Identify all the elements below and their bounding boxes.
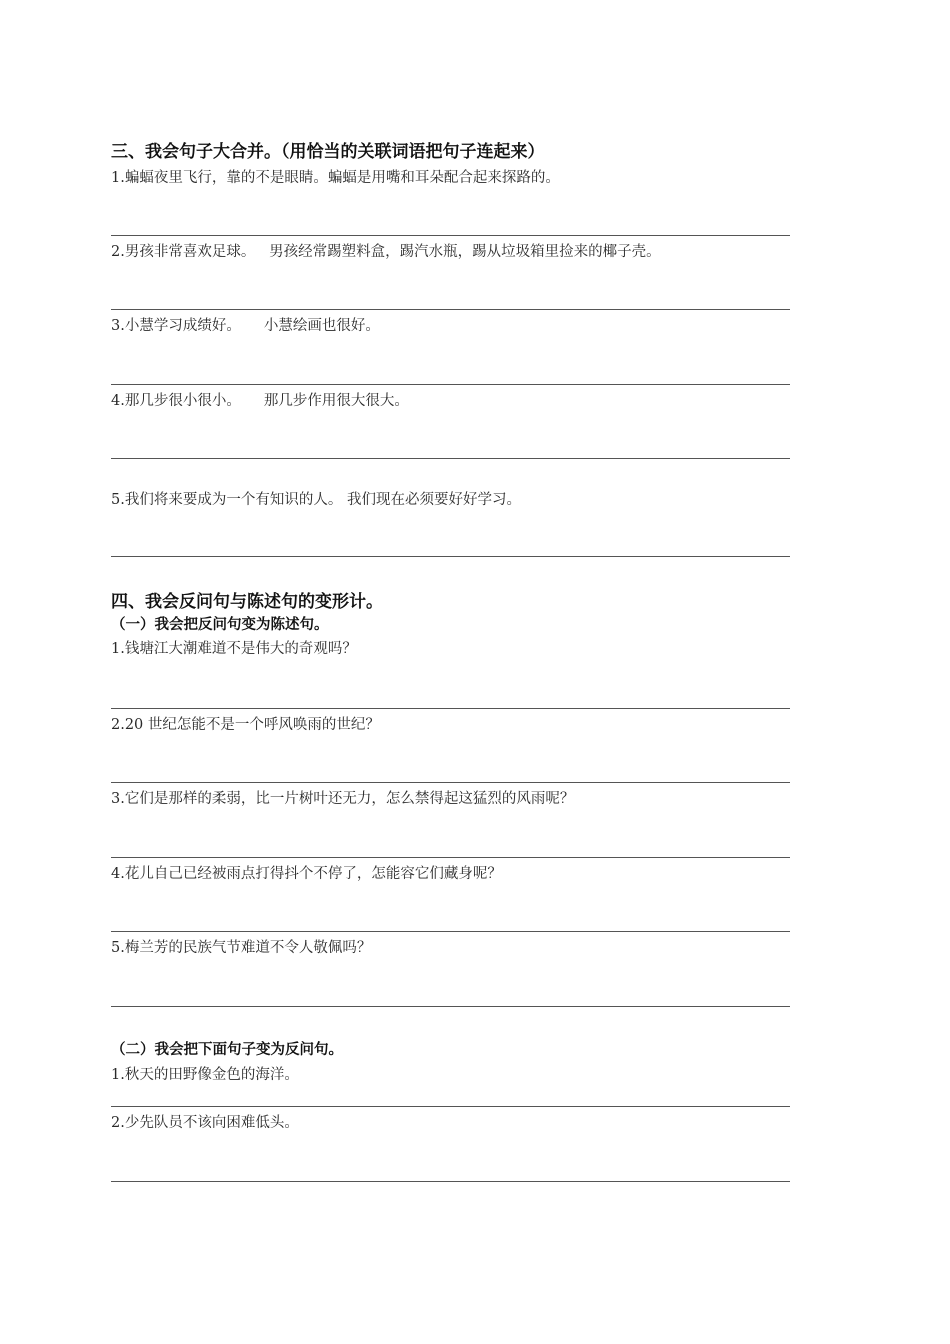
- answer-line[interactable]: [111, 1106, 790, 1107]
- answer-line[interactable]: [111, 384, 790, 385]
- answer-line[interactable]: [111, 1006, 790, 1007]
- answer-line[interactable]: [111, 857, 790, 858]
- section3-title: 三、我会句子大合并。（用恰当的关联词语把句子连起来）: [111, 142, 545, 162]
- section4-part1-question-2: 2.20 世纪怎能不是一个呼风唤雨的世纪？: [111, 717, 380, 733]
- answer-line[interactable]: [111, 556, 790, 557]
- section4-part2-question-1: 1.秋天的田野像金色的海洋。: [111, 1067, 299, 1083]
- section4-part1-question-1: 1.钱塘江大潮难道不是伟大的奇观吗？: [111, 641, 357, 657]
- answer-line[interactable]: [111, 458, 790, 459]
- section3-question-1: 1.蝙蝠夜里飞行，靠的不是眼睛。蝙蝠是用嘴和耳朵配合起来探路的。: [111, 170, 560, 186]
- answer-line[interactable]: [111, 708, 790, 709]
- section4-part1-question-5: 5.梅兰芳的民族气节难道不令人敬佩吗？: [111, 940, 372, 956]
- section4-part2-title: （二）我会把下面句子变为反问句。: [111, 1042, 343, 1058]
- section4-part1-title: （一）我会把反问句变为陈述句。: [111, 617, 329, 633]
- section4-part1-question-4: 4.花儿自己已经被雨点打得抖个不停了，怎能容它们藏身呢？: [111, 866, 502, 882]
- section4-part2-question-2: 2.少先队员不该向困难低头。: [111, 1115, 299, 1131]
- answer-line[interactable]: [111, 931, 790, 932]
- answer-line[interactable]: [111, 309, 790, 310]
- answer-line[interactable]: [111, 1181, 790, 1182]
- section3-question-2: 2.男孩非常喜欢足球。 男孩经常踢塑料盒，踢汽水瓶，踢从垃圾箱里捡来的椰子壳。: [111, 244, 661, 260]
- answer-line[interactable]: [111, 782, 790, 783]
- section4-part1-question-3: 3.它们是那样的柔弱，比一片树叶还无力，怎么禁得起这猛烈的风雨呢？: [111, 791, 575, 807]
- section4-title: 四、我会反问句与陈述句的变形计。: [111, 592, 383, 612]
- section3-question-3: 3.小慧学习成绩好。 小慧绘画也很好。: [111, 318, 380, 334]
- section3-question-4: 4.那几步很小很小。 那几步作用很大很大。: [111, 393, 409, 409]
- section3-question-5: 5.我们将来要成为一个有知识的人。 我们现在必须要好好学习。: [111, 492, 521, 508]
- answer-line[interactable]: [111, 235, 790, 236]
